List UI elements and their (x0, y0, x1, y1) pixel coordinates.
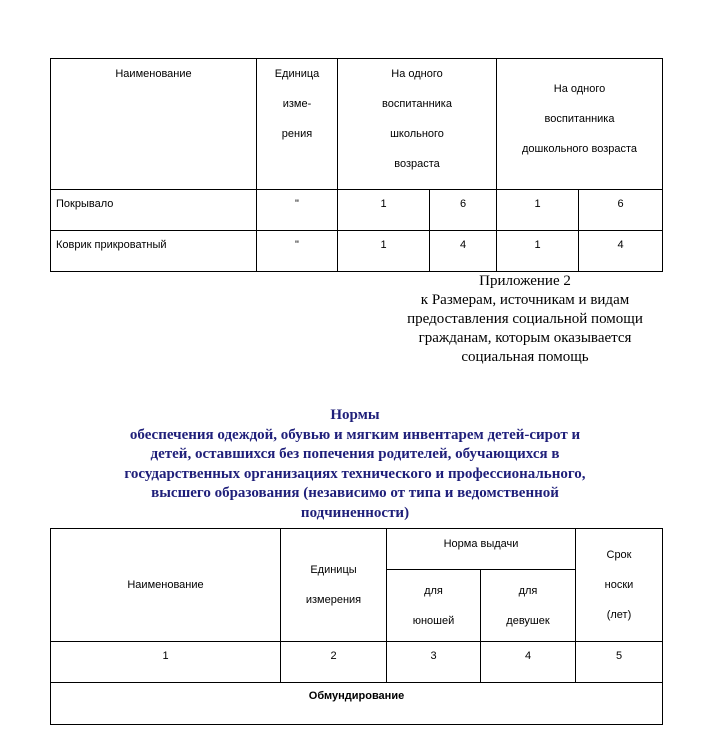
appendix-line: Приложение 2 (479, 273, 571, 289)
heading-title: Нормы (330, 407, 380, 423)
heading-line: государственных организациях технического и профессионального, (124, 465, 586, 482)
heading-line: подчиненности) (300, 504, 410, 521)
header-boys: для юношей (387, 570, 481, 642)
column-number: 2 (281, 642, 387, 683)
appendix-note (385, 272, 665, 367)
header-unit: Единица изме- рения (257, 59, 338, 190)
section-title: Обмундирование (51, 683, 663, 725)
row-cell: 1 (338, 190, 430, 231)
row-name: Коврик прикроватный (51, 231, 257, 272)
row-cell: 6 (430, 190, 497, 231)
heading-line: обеспечения одеждой, обувью и мягким инвентарем детей-сирот и (129, 426, 581, 443)
column-number: 3 (387, 642, 481, 683)
table-header-row (51, 59, 663, 190)
table-row (51, 231, 663, 272)
column-number: 5 (576, 642, 663, 683)
row-name: Покрывало (51, 190, 257, 231)
header-norm: Норма выдачи (387, 529, 576, 570)
row-cell: 1 (497, 190, 579, 231)
heading-line: высшего образования (независимо от типа и ведомственной (151, 485, 559, 501)
column-number-row (51, 642, 663, 683)
norms-heading (90, 406, 620, 523)
row-cell: 1 (338, 231, 430, 272)
appendix-line: к Размерам, источникам и видам (420, 292, 630, 308)
row-cell: 6 (579, 190, 663, 231)
header-unit: Единицы измерения (281, 529, 387, 642)
column-number: 4 (481, 642, 576, 683)
header-term: Срок носки (лет) (576, 529, 663, 642)
appendix-line: гражданам, которым оказывается (418, 330, 632, 346)
header-name: Наименование (51, 529, 281, 642)
section-row (51, 683, 663, 725)
row-cell: 4 (579, 231, 663, 272)
row-cell: 4 (430, 231, 497, 272)
row-unit: " (257, 231, 338, 272)
allowance-table-top (50, 58, 663, 272)
table-header-row (51, 529, 663, 570)
table-row (51, 190, 663, 231)
row-cell: 1 (497, 231, 579, 272)
appendix-line: предоставления социальной помощи (407, 311, 643, 327)
row-unit: " (257, 190, 338, 231)
header-preschool-age: На одного воспитанника дошкольного возраста (497, 59, 663, 190)
header-name: Наименование (51, 59, 257, 190)
column-number: 1 (51, 642, 281, 683)
header-girls: для девушек (481, 570, 576, 642)
heading-line: детей, оставшихся без попечения родителей, обучающихся в (150, 446, 560, 462)
norms-table (50, 528, 663, 725)
appendix-line: социальная помощь (461, 349, 589, 365)
header-school-age: На одного воспитанника школьного возраста (338, 59, 497, 190)
